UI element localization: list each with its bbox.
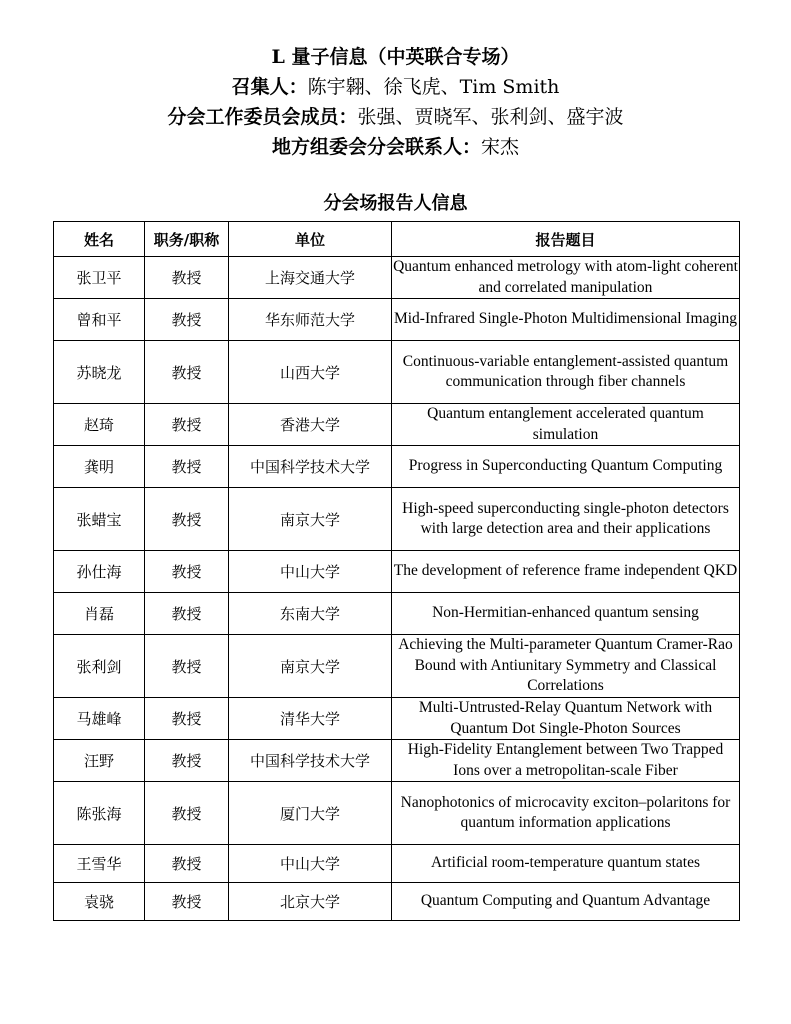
speaker-name: 苏晓龙 — [54, 341, 145, 404]
speaker-name: 孙仕海 — [54, 551, 145, 593]
session-title: L 量子信息（中英联合专场） — [271, 46, 520, 68]
speaker-org: 东南大学 — [229, 593, 392, 635]
speaker-position: 教授 — [145, 404, 229, 446]
table-title: 分会场报告人信息 — [323, 193, 468, 214]
speaker-name: 马雄峰 — [54, 698, 145, 740]
committee-line — [0, 102, 791, 132]
speaker-position: 教授 — [145, 593, 229, 635]
header-name: 姓名 — [54, 222, 145, 257]
speaker-name: 龚明 — [54, 446, 145, 488]
table-row — [54, 782, 740, 845]
speaker-org: 南京大学 — [229, 488, 392, 551]
speaker-org: 清华大学 — [229, 698, 392, 740]
speaker-org: 中山大学 — [229, 845, 392, 883]
table-row — [54, 883, 740, 921]
table-row — [54, 299, 740, 341]
speaker-org: 山西大学 — [229, 341, 392, 404]
speaker-position: 教授 — [145, 740, 229, 782]
table-row — [54, 740, 740, 782]
convener-line — [0, 72, 791, 102]
speaker-org: 中国科学技术大学 — [229, 740, 392, 782]
header-topic: 报告题目 — [392, 222, 740, 257]
table-row — [54, 257, 740, 299]
committee-value: 张强、贾晓军、张利剑、盛宇波 — [357, 106, 624, 128]
speaker-org: 厦门大学 — [229, 782, 392, 845]
table-row — [54, 341, 740, 404]
speaker-name: 张利剑 — [54, 635, 145, 698]
speaker-topic: Artificial room-temperature quantum states — [392, 845, 740, 883]
speaker-topic: Quantum enhanced metrology with atom-light coherent and correlated manipulation — [392, 257, 740, 299]
speaker-topic: Non-Hermitian-enhanced quantum sensing — [392, 593, 740, 635]
speaker-name: 袁骁 — [54, 883, 145, 921]
speaker-position: 教授 — [145, 299, 229, 341]
speaker-name: 王雪华 — [54, 845, 145, 883]
speaker-name: 曾和平 — [54, 299, 145, 341]
speaker-org: 南京大学 — [229, 635, 392, 698]
speaker-name: 汪野 — [54, 740, 145, 782]
table-row — [54, 404, 740, 446]
table-header-row — [54, 222, 740, 257]
table-row — [54, 488, 740, 551]
speaker-position: 教授 — [145, 551, 229, 593]
table-row — [54, 446, 740, 488]
convener-label: 召集人： — [231, 76, 308, 98]
speaker-topic: The development of reference frame independent QKD — [392, 551, 740, 593]
speaker-org: 北京大学 — [229, 883, 392, 921]
header-position: 职务/职称 — [145, 222, 229, 257]
speaker-position: 教授 — [145, 488, 229, 551]
speaker-topic: Mid-Infrared Single-Photon Multidimensional Imaging — [392, 299, 740, 341]
speaker-topic: Multi-Untrusted-Relay Quantum Network with Quantum Dot Single-Photon Sources — [392, 698, 740, 740]
speaker-org: 上海交通大学 — [229, 257, 392, 299]
table-row — [54, 593, 740, 635]
speaker-position: 教授 — [145, 698, 229, 740]
speaker-position: 教授 — [145, 341, 229, 404]
speaker-name: 陈张海 — [54, 782, 145, 845]
speaker-topic: High-Fidelity Entanglement between Two Trapped Ions over a metropolitan-scale Fiber — [392, 740, 740, 782]
speaker-topic: High-speed superconducting single-photon detectors with large detection area and their applications — [392, 488, 740, 551]
speaker-topic: Nanophotonics of microcavity exciton–polaritons for quantum information applications — [392, 782, 740, 845]
table-row — [54, 635, 740, 698]
speaker-topic: Quantum entanglement accelerated quantum simulation — [392, 404, 740, 446]
speaker-org: 中山大学 — [229, 551, 392, 593]
speaker-table — [53, 221, 740, 921]
session-header — [0, 42, 791, 162]
convener-value: 陈宇翱、徐飞虎、Tim Smith — [307, 76, 560, 98]
speaker-position: 教授 — [145, 257, 229, 299]
table-row — [54, 845, 740, 883]
speaker-name: 肖磊 — [54, 593, 145, 635]
header-org: 单位 — [229, 222, 392, 257]
speaker-topic: Continuous-variable entanglement-assisted quantum communication through fiber channels — [392, 341, 740, 404]
liaison-line — [0, 132, 791, 162]
speaker-topic: Achieving the Multi-parameter Quantum Cramer-Rao Bound with Antiunitary Symmetry and Classical Correlations — [392, 635, 740, 698]
speaker-org: 中国科学技术大学 — [229, 446, 392, 488]
speaker-position: 教授 — [145, 782, 229, 845]
speaker-position: 教授 — [145, 446, 229, 488]
speaker-name: 张卫平 — [54, 257, 145, 299]
speaker-topic: Quantum Computing and Quantum Advantage — [392, 883, 740, 921]
liaison-label: 地方组委会分会联系人： — [271, 136, 481, 158]
speaker-org: 华东师范大学 — [229, 299, 392, 341]
speaker-position: 教授 — [145, 883, 229, 921]
speaker-org: 香港大学 — [229, 404, 392, 446]
table-row — [54, 551, 740, 593]
speaker-topic: Progress in Superconducting Quantum Computing — [392, 446, 740, 488]
speaker-name: 张蜡宝 — [54, 488, 145, 551]
table-row — [54, 698, 740, 740]
speaker-position: 教授 — [145, 635, 229, 698]
committee-label: 分会工作委员会成员： — [167, 106, 358, 128]
liaison-value: 宋杰 — [481, 136, 520, 158]
speaker-position: 教授 — [145, 845, 229, 883]
speaker-name: 赵琦 — [54, 404, 145, 446]
